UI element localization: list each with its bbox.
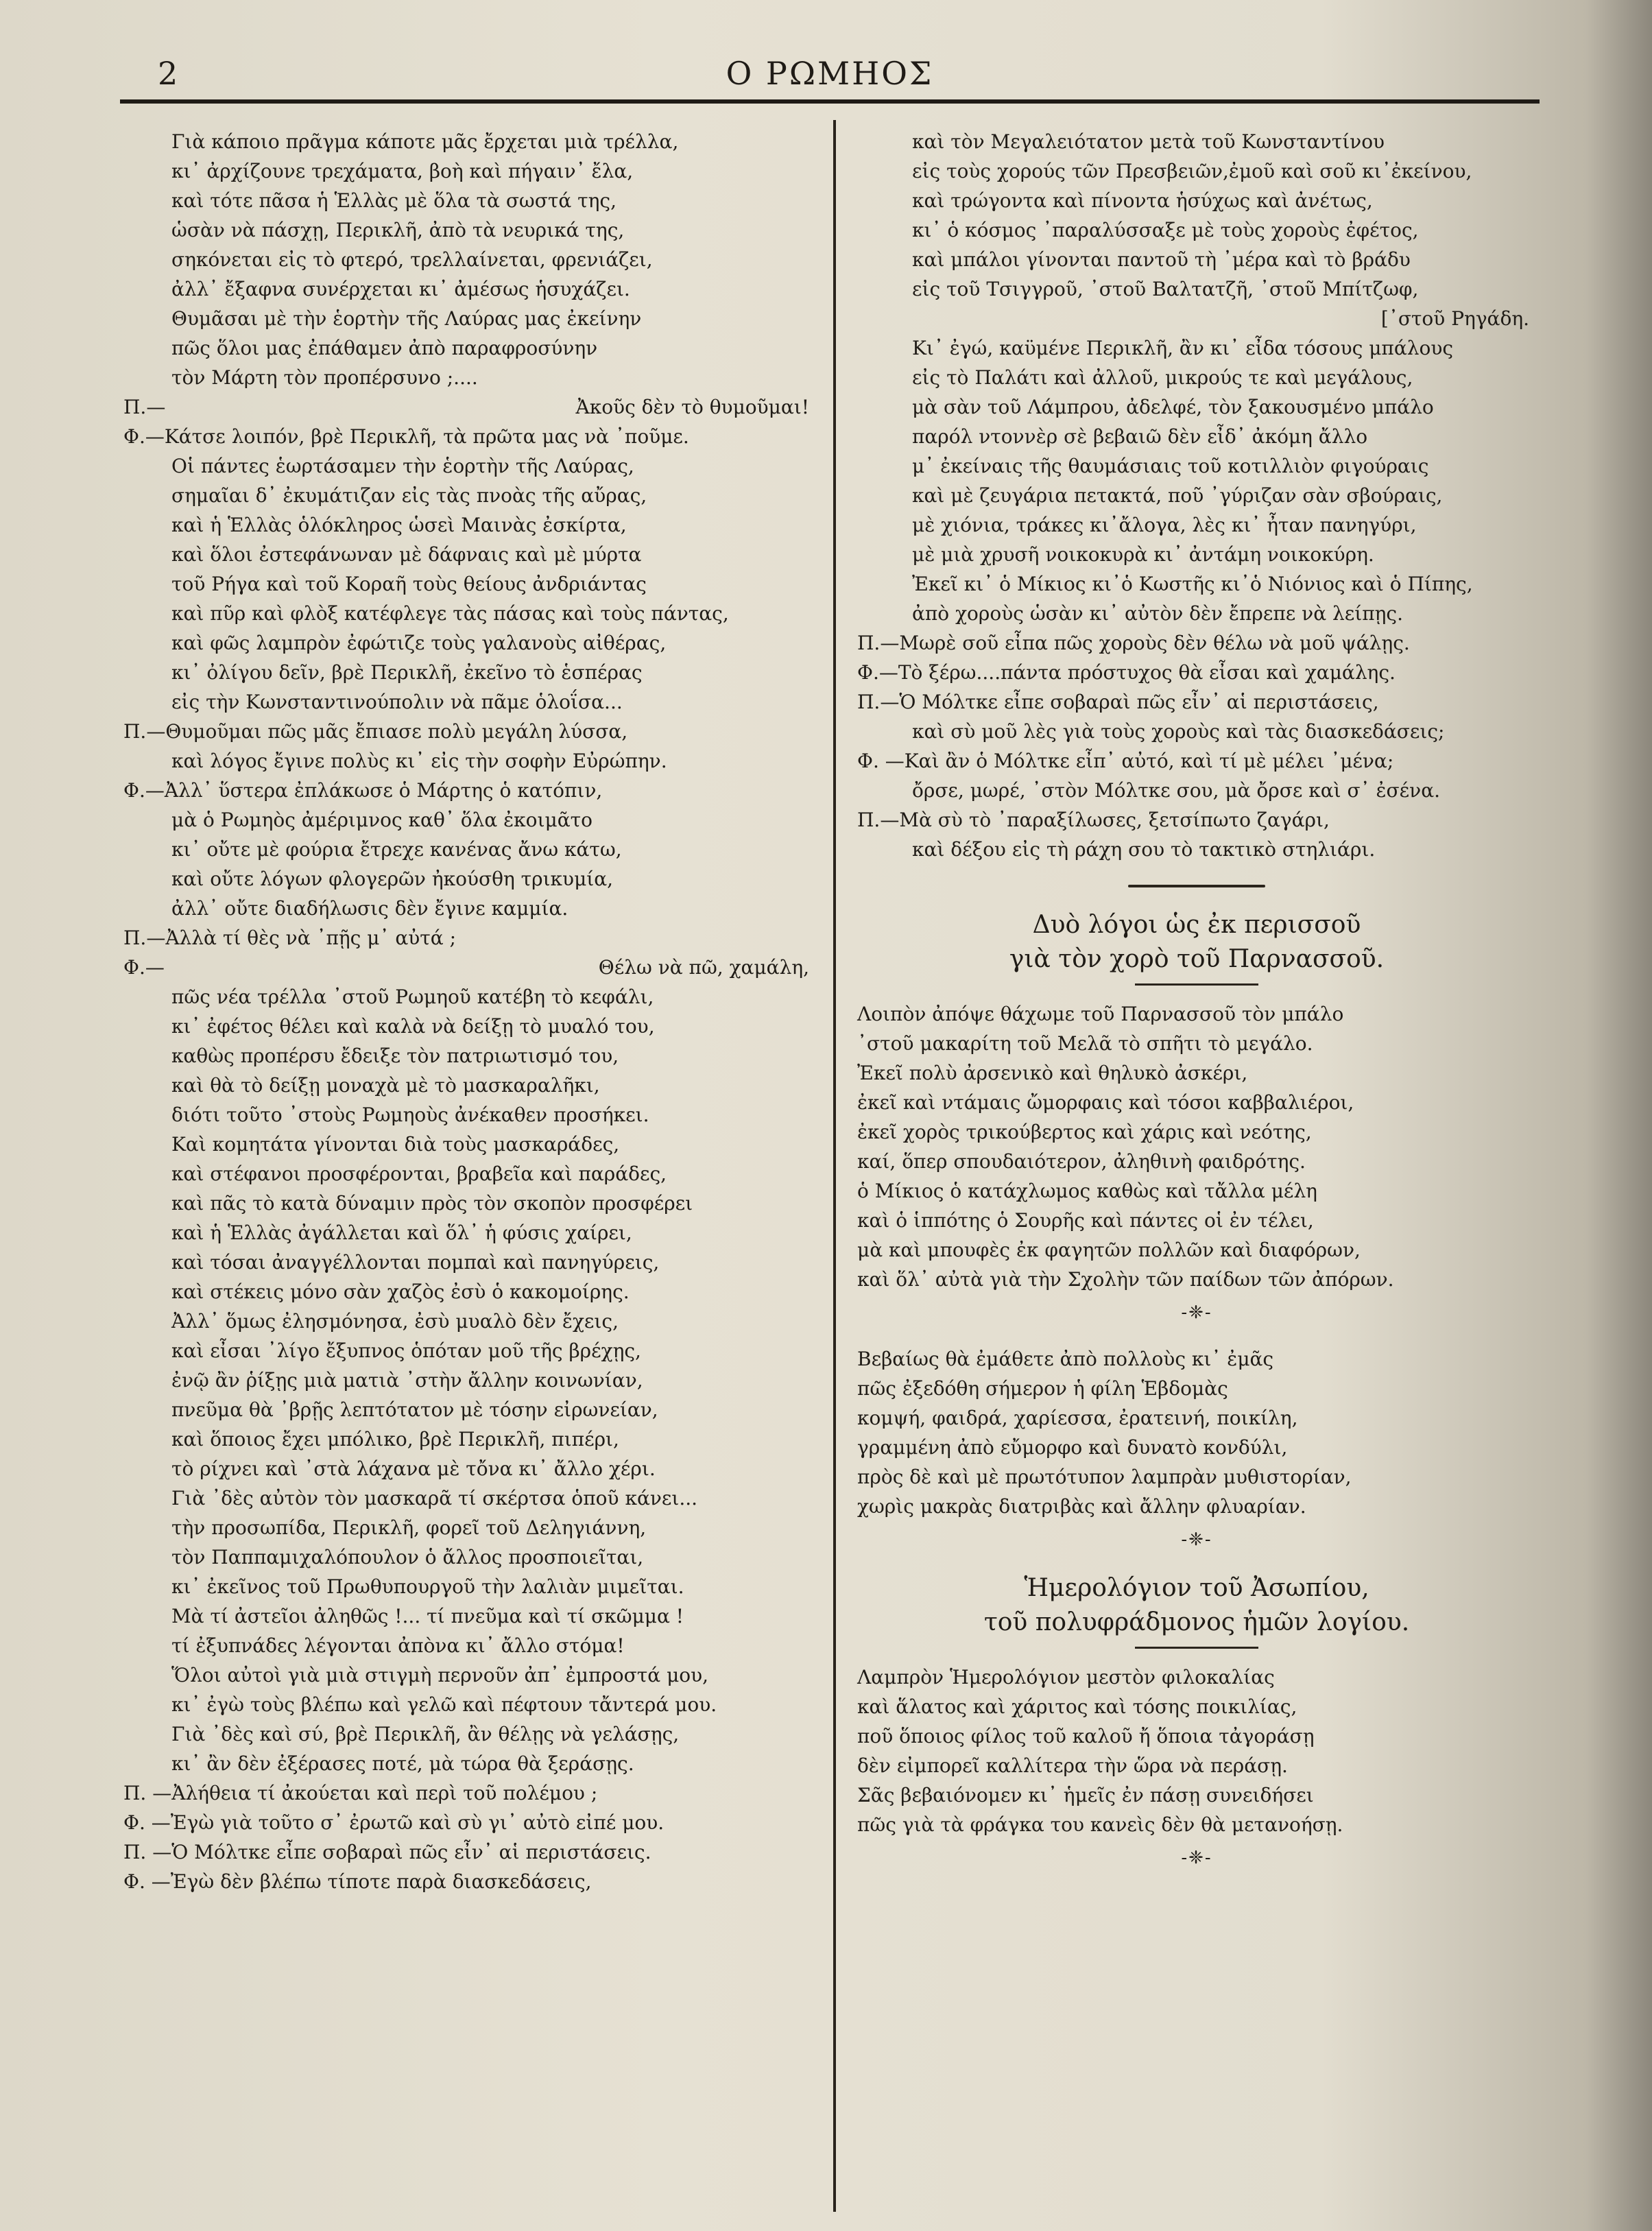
poem-line: διότι τοῦτο ᾽στοὺς Ρωμηοὺς ἀνέκαθεν προσήκει. — [171, 1103, 649, 1126]
dialogue-line: Π. —Ἀλήθεια τί ἀκούεται καὶ περὶ τοῦ πολέμου ; — [123, 1782, 598, 1804]
poem-line-continuation: [᾽στοῦ Ρηγάδη. — [1380, 307, 1529, 330]
dialogue-line: Π.—Ὁ Μόλτκε εἶπε σοβαραὶ πῶς εἶν᾽ αἱ περιστάσεις, — [857, 691, 1379, 713]
poem-line: πνεῦμα θὰ ᾽βρῇς λεπτότατον μὲ τόσην εἰρωνείαν, — [171, 1398, 658, 1421]
poem-line: καὶ στέκεις μόνο σὰν χαζὸς ἐσὺ ὁ κακομοίρης. — [171, 1280, 630, 1303]
column-divider — [833, 120, 836, 2212]
section-divider-rule — [1128, 885, 1265, 887]
poem-line: Μὰ τί ἀστεῖοι ἀληθῶς !... τί πνεῦμα καὶ τί σκῶμμα ! — [171, 1605, 684, 1627]
poem-line: μὲ χιόνια, τράκες κι᾽ἄλογα, λὲς κι᾽ ἦταν πανηγύρι, — [912, 514, 1417, 536]
poem-line: καὶ σὺ μοῦ λὲς γιὰ τοὺς χοροὺς καὶ τὰς διασκεδάσεις; — [912, 720, 1445, 743]
poem-line: ἐκεῖ καὶ ντάμαις ὤμορφαις καὶ τόσοι καββαλιέροι, — [857, 1091, 1354, 1114]
dialogue-text: Θέλω νὰ πῶ, χαμάλη, — [598, 956, 809, 979]
poem-line: καὶ λόγος ἔγινε πολὺς κι᾽ εἰς τὴν σοφὴν Εὐρώπην. — [171, 750, 667, 772]
poem-line: καὶ μπάλοι γίνονται παντοῦ τὴ ᾽μέρα καὶ τὸ βράδυ — [912, 248, 1411, 271]
dialogue-line: Π.—Μὰ σὺ τὸ ᾽παραξίλωσες, ξετσίπωτο ζαγάρι, — [857, 809, 1330, 831]
poem-line: κι᾽ οὔτε μὲ φούρια ἔτρεχε κανένας ἄνω κάτω, — [171, 838, 622, 861]
page-header — [123, 48, 1536, 103]
poem-line: ὁ Μίκιος ὁ κατάχλωμος καθὼς καὶ τἄλλα μέλη — [857, 1180, 1317, 1202]
poem-line: καὶ τότε πᾶσα ἡ Ἑλλὰς μὲ ὅλα τὰ σωστά της, — [171, 189, 617, 212]
speaker-label: Φ.— — [123, 956, 165, 979]
dialogue-line: Π.—Θυμοῦμαι πῶς μᾶς ἔπιασε πολὺ μεγάλη λύσσα, — [123, 720, 628, 743]
poem-line: Λοιπὸν ἀπόψε θάχωμε τοῦ Παρνασσοῦ τὸν μπάλο — [857, 1003, 1344, 1025]
speaker-label: Π.— — [123, 396, 166, 418]
poem-line: σηκόνεται εἰς τὸ φτερό, τρελλαίνεται, φρενιάζει, — [171, 248, 653, 271]
poem-line: Καὶ κομητάτα γίνονται διὰ τοὺς μασκαράδες, — [171, 1133, 620, 1156]
poem-line: καὶ ὁ ἱππότης ὁ Σουρῆς καὶ πάντες οἱ ἐν τέλει, — [857, 1209, 1314, 1232]
left-column — [123, 127, 816, 1896]
title-underline-rule — [1135, 1647, 1258, 1649]
masthead-title: Ο ΡΩΜΗΟΣ — [726, 55, 934, 92]
poem-line: καὶ ἡ Ἑλλὰς ἀγάλλεται καὶ ὅλ᾽ ἡ φύσις χαίρει, — [171, 1221, 632, 1244]
dialogue-line: Π. —Ὁ Μόλτκε εἶπε σοβαραὶ πῶς εἶν᾽ αἱ περιστάσεις. — [123, 1841, 651, 1863]
poem-line: πῶς γιὰ τὰ φράγκα του κανεὶς δὲν θὰ μετανοήσῃ. — [857, 1813, 1343, 1836]
poem-line: τί ἐξυπνάδες λέγονται ἀπὸνα κι᾽ ἄλλο στόμα! — [171, 1634, 625, 1657]
poem-line: καθὼς προπέρσυ ἔδειξε τὸν πατριωτισμό του, — [171, 1045, 619, 1067]
poem-line: καὶ στέφανοι προσφέρονται, βραβεῖα καὶ παράδες, — [171, 1162, 667, 1185]
poem-line: κομψή, φαιδρά, χαρίεσσα, ἐρατεινή, ποικίλη, — [857, 1407, 1298, 1429]
poem-line: ὄρσε, μωρέ, ᾽στὸν Μόλτκε σου, μὰ ὄρσε καὶ σ᾽ ἐσένα. — [912, 779, 1440, 802]
poem-line: παρόλ ντοννὲρ σὲ βεβαιῶ δὲν εἶδ᾽ ἀκόμη ἄλλο — [912, 425, 1368, 448]
poem-line: καὶ ὅποιος ἔχει μπόλικο, βρὲ Περικλῆ, πιπέρι, — [171, 1428, 619, 1451]
poem-line: καὶ μὲ ζευγάρια πετακτά, ποῦ ᾽γύριζαν σὰν σβούραις, — [912, 484, 1443, 507]
poem-line: εἰς τοῦ Τσιγγροῦ, ᾽στοῦ Βαλτατζῆ, ᾽στοῦ Μπίτζωφ, — [912, 278, 1419, 300]
poem-line: Λαμπρὸν Ἡμερολόγιον μεστὸν φιλοκαλίας — [857, 1666, 1275, 1689]
poem-line: καὶ οὔτε λόγων φλογερῶν ἠκούσθη τρικυμία, — [171, 868, 614, 890]
poem-line: καὶ τὸν Μεγαλειότατον μετὰ τοῦ Κωνσταντίνου — [912, 130, 1385, 153]
dialogue-line: Φ.—Κάτσε λοιπόν, βρὲ Περικλῆ, τὰ πρῶτα μας νὰ ᾽ποῦμε. — [123, 425, 689, 448]
poem-line: καὶ ἡ Ἑλλὰς ὁλόκληρος ὡσεὶ Μαινὰς ἐσκίρτα, — [171, 514, 627, 536]
poem-line: κι᾽ ἐφέτος θέλει καὶ καλὰ νὰ δείξῃ τὸ μυαλό του, — [171, 1015, 655, 1038]
ornament-divider: -❈- — [1181, 1302, 1212, 1323]
poem-line: Ἐκεῖ πολὺ ἀρσενικὸ καὶ θηλυκὸ ἀσκέρι, — [857, 1062, 1248, 1084]
poem-line: ποῦ ὅποιος φίλος τοῦ καλοῦ ἤ ὅποια τἀγοράσῃ — [857, 1725, 1315, 1747]
poem-line: Θυμᾶσαι μὲ τὴν ἑορτὴν τῆς Λαύρας μας ἐκείνην — [171, 307, 642, 330]
section-title-calendar: Ἡμερολόγιον τοῦ Ἀσωπίου, — [1024, 1574, 1369, 1602]
poem-line: μὰ σὰν τοῦ Λάμπρου, ἀδελφέ, τὸν ξακουσμένο μπάλο — [912, 396, 1434, 418]
poem-line: ἀπὸ χοροὺς ὡσὰν κι᾽ αὐτὸν δὲν ἔπρεπε νὰ λείπῃς. — [912, 602, 1403, 625]
dialogue-line: Φ. —Ἐγὼ δὲν βλέπω τίποτε παρὰ διασκεδάσεις, — [123, 1870, 592, 1893]
poem-line: Σᾶς βεβαιόνομεν κι᾽ ἡμεῖς ἐν πάσῃ συνειδήσει — [857, 1784, 1314, 1806]
dialogue-line — [123, 392, 816, 422]
poem-line: καὶ τρώγοντα καὶ πίνοντα ἡσύχως καὶ ἀνέτως, — [912, 189, 1373, 212]
poem-line: τοῦ Ρήγα καὶ τοῦ Κοραῆ τοὺς θείους ἀνδριάντας — [171, 573, 647, 595]
poem-line: κι᾽ ἂν δὲν ἐξέρασες ποτέ, μὰ τώρα θὰ ξεράσῃς. — [171, 1752, 634, 1775]
poem-line: καὶ φῶς λαμπρὸν ἐφώτιζε τοὺς γαλανοὺς αἰθέρας, — [171, 632, 667, 654]
poem-line: δὲν εἰμπορεῖ καλλίτερα τὴν ὥρα νὰ περάσῃ. — [857, 1754, 1288, 1777]
poem-line: καὶ ὅλ᾽ αὐτὰ γιὰ τὴν Σχολὴν τῶν παίδων τῶν ἀπόρων. — [857, 1268, 1394, 1291]
poem-line: Γιὰ κάποιο πρᾶγμα κάποτε μᾶς ἔρχεται μιὰ τρέλλα, — [171, 130, 679, 153]
poem-line: κι᾽ ἐγὼ τοὺς βλέπω καὶ γελῶ καὶ πέφτουν τἄντερά μου. — [171, 1693, 717, 1716]
poem-line: πῶς ἐξεδόθη σήμερον ἡ φίλη Ἑβδομὰς — [857, 1377, 1228, 1400]
poem-line: πῶς νέα τρέλλα ᾽στοῦ Ρωμηοῦ κατέβη τὸ κεφάλι, — [171, 986, 654, 1008]
poem-line: καὶ δέξου εἰς τὴ ράχη σου τὸ τακτικὸ στηλιάρι. — [912, 838, 1376, 861]
title-underline-rule — [1135, 983, 1258, 986]
section-title-parnassus-line2: γιὰ τὸν χορὸ τοῦ Παρνασσοῦ. — [1009, 945, 1385, 973]
poem-line: κι᾽ ὁ κόσμος ᾽παραλύσσαξε μὲ τοὺς χοροὺς ἐφέτος, — [912, 219, 1419, 241]
poem-line: καί, ὅπερ σπουδαιότερον, ἀληθινὴ φαιδρότης. — [857, 1150, 1306, 1173]
poem-line: ἐνῷ ἂν ῥίξῃς μιὰ ματιὰ ᾽στὴν ἄλλην κοινωνίαν, — [171, 1369, 643, 1392]
poem-line: εἰς τὸ Παλάτι καὶ ἀλλοῦ, μικρούς τε καὶ μεγάλους, — [912, 366, 1413, 389]
poem-line: τὸν Μάρτη τὸν προπέρσυνο ;.... — [171, 366, 478, 389]
poem-line: ἀλλ᾽ ἔξαφνα συνέρχεται κι᾽ ἀμέσως ἡσυχάζει. — [171, 278, 630, 300]
poem-line: εἰς τὴν Κωνσταντινούπολιν νὰ πᾶμε ὁλοΐσα... — [171, 691, 623, 713]
poem-line: ὡσὰν νὰ πάσχῃ, Περικλῆ, ἀπὸ τὰ νευρικά της, — [171, 219, 625, 241]
poem-line: Βεβαίως θὰ ἐμάθετε ἀπὸ πολλοὺς κι᾽ ἐμᾶς — [857, 1348, 1274, 1370]
poem-line: εἰς τοὺς χορούς τῶν Πρεσβειῶν,ἐμοῦ καὶ σοῦ κι᾽ἐκείνου, — [912, 160, 1472, 182]
poem-line: ἀλλ᾽ οὔτε διαδήλωσις δὲν ἔγινε καμμία. — [171, 897, 568, 920]
poem-line: Ὅλοι αὐτοὶ γιὰ μιὰ στιγμὴ περνοῦν ἀπ᾽ ἐμπροστά μου, — [171, 1664, 709, 1686]
poem-line: καὶ ὅλοι ἐστεφάνωναν μὲ δάφναις καὶ μὲ μύρτα — [171, 543, 642, 566]
dialogue-line: Φ. —Καὶ ἂν ὁ Μόλτκε εἶπ᾽ αὐτό, καὶ τί μὲ μέλει ᾽μένα; — [857, 750, 1394, 772]
poem-line: καὶ εἶσαι ᾽λίγο ἔξυπνος ὁπόταν μοῦ τῆς βρέχῃς, — [171, 1339, 641, 1362]
poem-line: μ᾽ ἐκείναις τῆς θαυμάσιαις τοῦ κοτιλλιὸν φιγούραις — [912, 455, 1429, 477]
poem-line: Οἱ πάντες ἑωρτάσαμεν τὴν ἑορτὴν τῆς Λαύρας, — [171, 455, 634, 477]
poem-line: καὶ ἅλατος καὶ χάριτος καὶ τόσης ποικιλίας, — [857, 1695, 1297, 1718]
poem-line: Ἐκεῖ κι᾽ ὁ Μίκιος κι᾽ὁ Κωστῆς κι᾽ὁ Νιόνιος καὶ ὁ Πίπης, — [912, 573, 1473, 595]
poem-line: πρὸς δὲ καὶ μὲ πρωτότυπον λαμπρὰν μυθιστορίαν, — [857, 1466, 1352, 1488]
dialogue-line — [123, 953, 816, 982]
poem-line: κι᾽ ἐκεῖνος τοῦ Πρωθυπουργοῦ τὴν λαλιὰν μιμεῖται. — [171, 1575, 684, 1598]
dialogue-line: Φ.—Τὸ ξέρω....πάντα πρόστυχος θὰ εἶσαι καὶ χαμάλης. — [857, 661, 1396, 684]
poem-line: γραμμένη ἀπὸ εὔμορφο καὶ δυνατὸ κονδύλι, — [857, 1436, 1288, 1459]
poem-line: Γιὰ ᾽δὲς καὶ σύ, βρὲ Περικλῆ, ἂν θέλῃς νὰ γελάσῃς, — [171, 1723, 680, 1745]
dialogue-line: Φ.—Ἀλλ᾽ ὕστερα ἐπλάκωσε ὁ Μάρτης ὁ κατόπιν, — [123, 779, 603, 802]
poem-line: καὶ τόσαι ἀναγγέλλονται πομπαὶ καὶ πανηγύρεις, — [171, 1251, 660, 1274]
poem-line: ᾽στοῦ μακαρίτη τοῦ Μελᾶ τὸ σπῆτι τὸ μεγάλο. — [857, 1032, 1313, 1055]
poem-line: καὶ πῦρ καὶ φλὸξ κατέφλεγε τὰς πάσας καὶ τοὺς πάντας, — [171, 602, 729, 625]
poem-line: Γιὰ ᾽δὲς αὐτὸν τὸν μασκαρᾶ τί σκέρτσα ὁποῦ κάνει... — [171, 1487, 698, 1510]
section-title-calendar-line2: τοῦ πολυφράδμονος ἡμῶν λογίου. — [983, 1608, 1410, 1636]
poem-line: κι᾽ ὀλίγου δεῖν, βρὲ Περικλῆ, ἐκεῖνο τὸ ἑσπέρας — [171, 661, 643, 684]
ornament-divider: -❈- — [1181, 1848, 1212, 1868]
poem-line: καὶ θὰ τὸ δείξῃ μοναχὰ μὲ τὸ μασκαραλῆκι, — [171, 1074, 600, 1097]
section-title-parnassus: Δυὸ λόγοι ὡς ἐκ περισσοῦ — [1032, 911, 1361, 939]
poem-line: Κι᾽ ἐγώ, καϋμένε Περικλῆ, ἂν κι᾽ εἶδα τόσους μπάλους — [912, 337, 1454, 359]
poem-line: τὸ ρίχνει καὶ ᾽στὰ λάχανα μὲ τὄνα κι᾽ ἄλλο χέρι. — [171, 1457, 656, 1480]
poem-line: μὰ καὶ μπουφὲς ἐκ φαγητῶν πολλῶν καὶ διαφόρων, — [857, 1239, 1361, 1261]
dialogue-line: Π.—Ἀλλὰ τί θὲς νὰ ᾽πῇς μ᾽ αὐτά ; — [123, 927, 457, 949]
dialogue-line: Π.—Μωρὲ σοῦ εἶπα πῶς χοροὺς δὲν θέλω νὰ μοῦ ψάλῃς. — [857, 632, 1410, 654]
ornament-divider: -❈- — [1181, 1529, 1212, 1550]
header-rule — [120, 99, 1540, 104]
poem-line: μὲ μιὰ χρυσῆ νοικοκυρὰ κι᾽ ἀντάμη νοικοκύρη. — [912, 543, 1374, 566]
poem-line: κι᾽ ἀρχίζουνε τρεχάματα, βοὴ καὶ πήγαιν᾽ ἔλα, — [171, 160, 634, 182]
poem-line: σημαῖαι δ᾽ ἐκυμάτιζαν εἰς τὰς πνοὰς τῆς αὔρας, — [171, 484, 647, 507]
poem-line: πῶς ὅλοι μας ἐπάθαμεν ἀπὸ παραφροσύνην — [171, 337, 598, 359]
poem-line: τὴν προσωπίδα, Περικλῆ, φορεῖ τοῦ Δεληγιάννη, — [171, 1516, 647, 1539]
dialogue-text: Ἀκοῦς δὲν τὸ θυμοῦμαι! — [575, 396, 809, 418]
dialogue-line: Φ. —Ἐγὼ γιὰ τοῦτο σ᾽ ἐρωτῶ καὶ σὺ γι᾽ αὐτὸ εἰπέ μου. — [123, 1811, 665, 1834]
page-number: 2 — [158, 55, 178, 92]
poem-line: τὸν Παππαμιχαλόπουλον ὁ ἄλλος προσποιεῖται, — [171, 1546, 644, 1568]
poem-line: χωρὶς μακρὰς διατριβὰς καὶ ἄλλην φλυαρίαν. — [857, 1495, 1306, 1518]
right-column — [857, 127, 1536, 1889]
poem-line: ἐκεῖ χορὸς τρικούβερτος καὶ χάρις καὶ νεότης, — [857, 1121, 1312, 1143]
poem-line: Ἀλλ᾽ ὅμως ἐλησμόνησα, ἐσὺ μυαλὸ δὲν ἔχεις, — [171, 1310, 619, 1333]
poem-line: καὶ πᾶς τὸ κατὰ δύναμιν πρὸς τὸν σκοπὸν προσφέρει — [171, 1192, 693, 1215]
poem-line: μὰ ὁ Ρωμηὸς ἀμέριμνος καθ᾽ ὅλα ἐκοιμᾶτο — [171, 809, 592, 831]
